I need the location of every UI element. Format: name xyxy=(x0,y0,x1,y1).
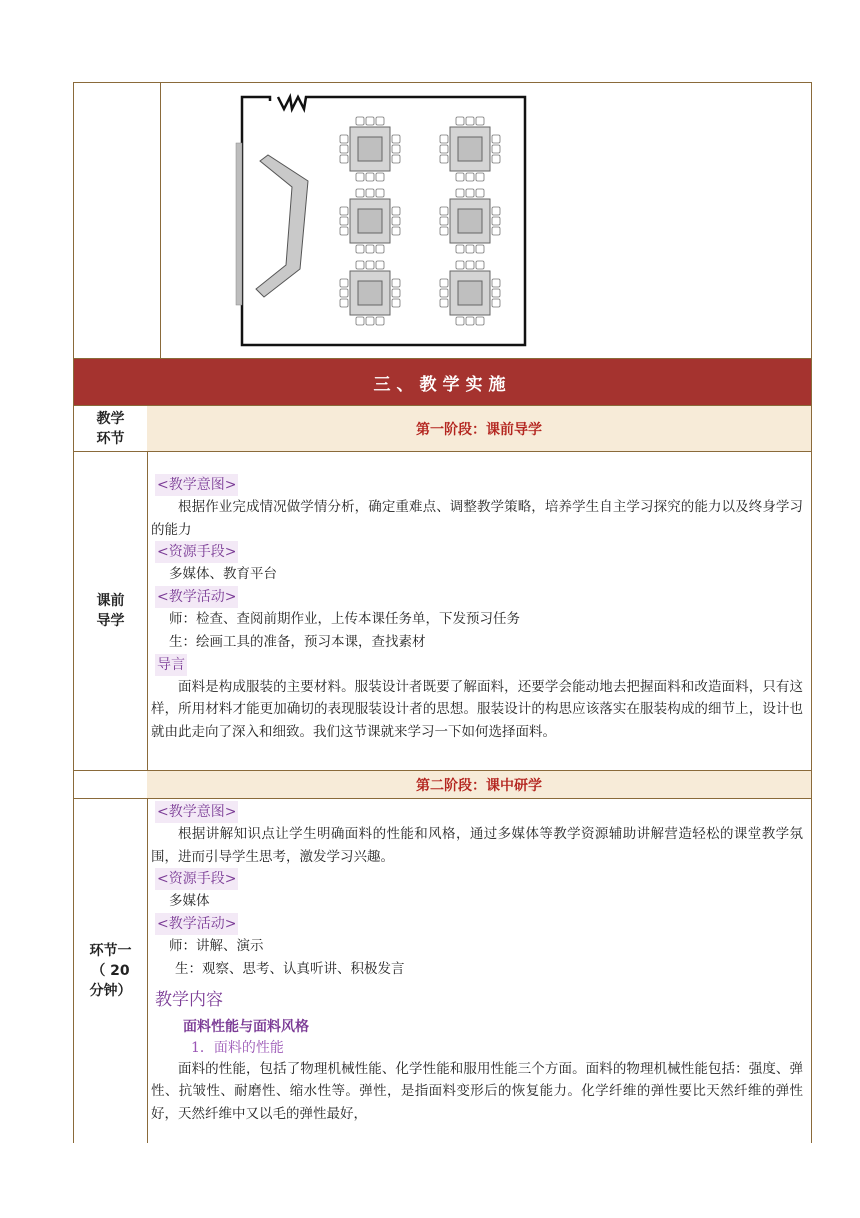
intent-tag: <教学意图> xyxy=(155,801,238,823)
segment1-label-line1: 环节一 xyxy=(89,943,132,959)
intent-tag: <教学意图> xyxy=(155,474,238,496)
chair xyxy=(440,155,448,163)
content-title: 教学内容 xyxy=(155,989,223,1010)
chair xyxy=(366,189,374,197)
segment1-label-line3: 分钟） xyxy=(89,983,132,999)
chair xyxy=(456,261,464,269)
segment1-label xyxy=(74,799,148,1143)
chair xyxy=(492,299,500,307)
activity-tag: <教学活动> xyxy=(155,913,238,935)
chair xyxy=(366,173,374,181)
chair xyxy=(492,227,500,235)
chair xyxy=(440,299,448,307)
chair xyxy=(476,317,484,325)
chair xyxy=(466,117,474,125)
chair xyxy=(476,189,484,197)
chair xyxy=(456,173,464,181)
chair xyxy=(392,217,400,225)
chair xyxy=(340,299,348,307)
table-center xyxy=(358,209,382,233)
classroom-diagram xyxy=(160,83,810,355)
subtopic-heading: 1．面料的性能 xyxy=(191,1039,284,1056)
chair xyxy=(456,245,464,253)
blackboard xyxy=(236,143,242,305)
chair xyxy=(376,245,384,253)
chair xyxy=(456,317,464,325)
classroom-diagram-cell xyxy=(160,83,811,358)
header-row xyxy=(73,406,812,452)
intro-text: 面料是构成服装的主要材料。服装设计者既要了解面料，还要学会能动地去把握面料和改造面料，只有这样，所用材料才能更加确切的表现服装设计者的思想。服装设计的构思应该落实在服装构成的细节上，设计也就由此走向了深入和细致。我们这节课就来学习一下如何选择面料。 xyxy=(151,678,803,740)
stage2-label-cell xyxy=(74,771,148,798)
chair xyxy=(492,145,500,153)
chair xyxy=(392,289,400,297)
chair xyxy=(440,217,448,225)
resource-text: 多媒体、教育平台 xyxy=(169,566,277,583)
chair xyxy=(492,155,500,163)
chair xyxy=(456,117,464,125)
chair xyxy=(392,207,400,215)
chair xyxy=(492,135,500,143)
chair xyxy=(340,155,348,163)
lectern xyxy=(256,155,308,297)
stage2-row xyxy=(73,771,812,799)
segment1-row xyxy=(73,799,812,1143)
chair xyxy=(466,173,474,181)
chair xyxy=(440,227,448,235)
chair xyxy=(356,245,364,253)
header-label: 教学 环节 xyxy=(74,406,148,451)
chair xyxy=(392,299,400,307)
chair xyxy=(356,189,364,197)
chair xyxy=(366,317,374,325)
lesson-plan-table xyxy=(73,82,812,1143)
resource-tag: <资源手段> xyxy=(155,868,238,890)
chair xyxy=(340,217,348,225)
chair xyxy=(340,207,348,215)
preclass-label: 课前 导学 xyxy=(74,452,148,770)
body-text: 面料的性能，包括了物理机械性能、化学性能和服用性能三个方面。面料的物理机械性能包括：强度、弹性、抗皱性、耐磨性、缩水性等。弹性，是指面料变形后的恢复能力。化学纤维的弹性要比天然纤维的弹性好，天然纤维中又以毛的弹性最好， xyxy=(151,1060,803,1122)
intro-tag: 导言 xyxy=(155,654,187,676)
chair xyxy=(476,245,484,253)
chair xyxy=(356,317,364,325)
chair xyxy=(340,289,348,297)
chair xyxy=(466,261,474,269)
stage1-title: 第一阶段：课前导学 xyxy=(147,406,811,451)
chair xyxy=(366,261,374,269)
chair xyxy=(392,279,400,287)
topic-heading: 面料性能与面料风格 xyxy=(183,1018,309,1035)
chair xyxy=(440,135,448,143)
section-title: 三、教学实施 xyxy=(73,358,812,406)
chair xyxy=(376,117,384,125)
chair xyxy=(376,189,384,197)
chair xyxy=(440,207,448,215)
teacher-activity: 师：检查、查阅前期作业，上传本课任务单，下发预习任务 xyxy=(169,611,520,628)
chair xyxy=(492,279,500,287)
chair xyxy=(466,189,474,197)
chair xyxy=(440,145,448,153)
chair xyxy=(492,207,500,215)
chair xyxy=(366,117,374,125)
chair xyxy=(392,155,400,163)
chair xyxy=(456,189,464,197)
chair xyxy=(340,279,348,287)
student-activity: 生：观察、思考、认真听讲、积极发言 xyxy=(175,960,405,977)
chair xyxy=(476,261,484,269)
resource-text: 多媒体 xyxy=(169,893,210,910)
chair xyxy=(340,227,348,235)
chair xyxy=(392,227,400,235)
stage2-title: 第二阶段：课中研学 xyxy=(147,771,811,798)
table-center xyxy=(458,137,482,161)
chair xyxy=(356,173,364,181)
chair xyxy=(492,289,500,297)
student-activity: 生：绘画工具的准备，预习本课，查找素材 xyxy=(169,633,426,650)
chair xyxy=(356,261,364,269)
chair xyxy=(376,261,384,269)
segment1-label-line2: （ 20 xyxy=(91,963,130,979)
chair xyxy=(476,117,484,125)
activity-tag: <教学活动> xyxy=(155,586,238,608)
chair xyxy=(366,245,374,253)
teacher-activity: 师：讲解、演示 xyxy=(169,938,264,955)
table-center xyxy=(358,281,382,305)
chair xyxy=(340,135,348,143)
chair xyxy=(356,117,364,125)
classroom-layout-row xyxy=(73,82,812,358)
table-center xyxy=(458,281,482,305)
resource-tag: <资源手段> xyxy=(155,541,238,563)
layout-label-cell xyxy=(74,83,161,358)
preclass-content xyxy=(147,452,811,770)
table-center xyxy=(358,137,382,161)
chair xyxy=(376,317,384,325)
intent-text: 根据讲解知识点让学生明确面料的性能和风格，通过多媒体等教学资源辅助讲解营造轻松的课堂教学氛围，进而引导学生思考，激发学习兴趣。 xyxy=(151,826,803,865)
preclass-row xyxy=(73,452,812,771)
chair xyxy=(392,135,400,143)
chair xyxy=(466,245,474,253)
chair xyxy=(492,217,500,225)
chair xyxy=(466,317,474,325)
intent-text: 根据作业完成情况做学情分析，确定重难点、调整教学策略，培养学生自主学习探究的能力以及终身学习的能力 xyxy=(151,499,803,538)
chair xyxy=(440,279,448,287)
table-center xyxy=(458,209,482,233)
chair xyxy=(340,145,348,153)
chair xyxy=(476,173,484,181)
segment1-content xyxy=(147,799,811,1143)
chair xyxy=(440,289,448,297)
chair xyxy=(392,145,400,153)
chair xyxy=(376,173,384,181)
